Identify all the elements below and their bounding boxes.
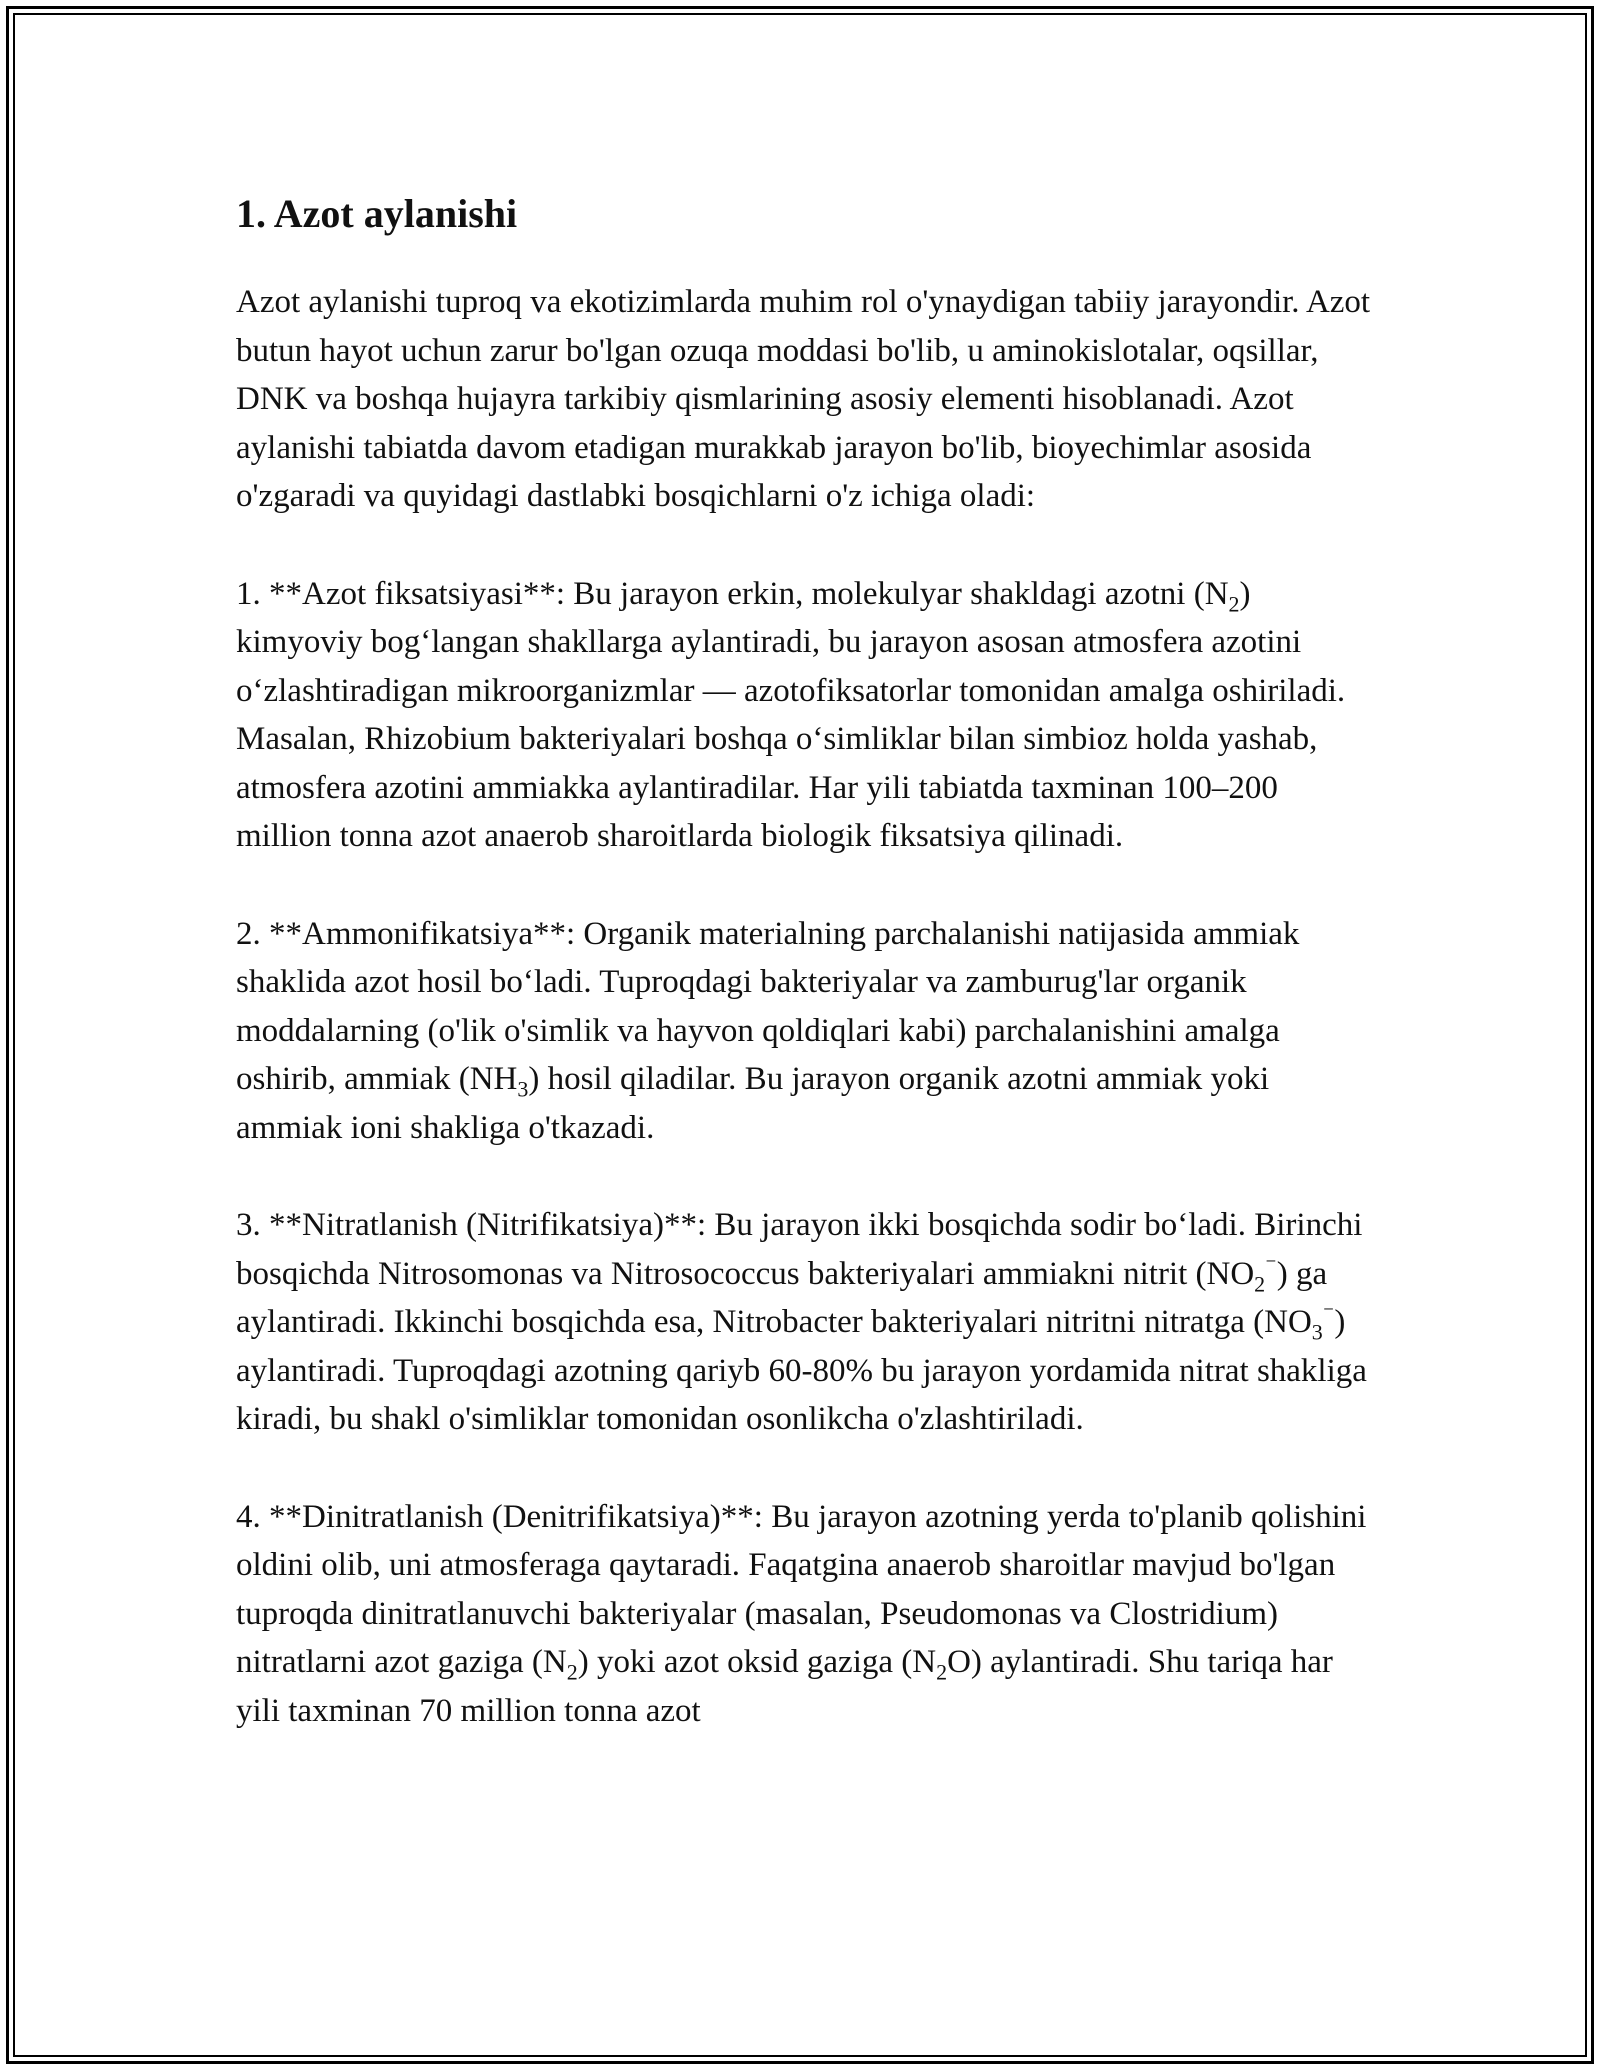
paragraph-text: ) hosil qiladilar. Bu jarayon organik azotni ammiak yoki ammiak ioni shakliga o'tkazadi. bbox=[236, 1061, 1270, 1146]
paragraph-text: 2. **Ammonifikatsiya**: Organik materialning parchalanishi natijasida ammiak shaklida azot hosil bo‘ladi. Tuproqdagi bakteriyalar va zamburug'lar organik moddalarning (o'lik o'simlik va hayvon qoldiqlari kabi) parchalanishini amalga oshirib, ammiak (NH bbox=[236, 915, 1300, 1097]
subscript: 2 bbox=[566, 1659, 578, 1685]
paragraph-nitrification bbox=[236, 1201, 1376, 1444]
intro-paragraph: Azot aylanishi tuproq va ekotizimlarda muhim rol o'ynaydigan tabiiy jarayondir. Azot butun hayot uchun zarur bo'lgan ozuqa moddasi bo'lib, u aminokislotalar, oqsillar, DNK va boshqa hujayra tarkibiy qismlarining asosiy elementi hisoblanadi. Azot aylanishi tabiatda davom etadigan murakkab jarayon bo'lib, bioyechimlar asosida o'zgaradi va quyidagi dastlabki bosqichlarni o'z ichiga oladi: bbox=[236, 284, 1371, 514]
subscript: 3 bbox=[1311, 1319, 1323, 1345]
subscript: 2 bbox=[1254, 1271, 1266, 1297]
superscript: ⁻ bbox=[1265, 1251, 1277, 1277]
paragraph-text: ) ga aylantiradi. Ikkinchi bosqichda esa, Nitrobacter bakteriyalari nitritni nitratga (NO bbox=[236, 1255, 1328, 1340]
subscript: 2 bbox=[936, 1659, 948, 1685]
paragraph-text: ) yoki azot oksid gaziga (N bbox=[577, 1644, 937, 1680]
paragraph-text: 1. **Azot fiksatsiyasi**: Bu jarayon erkin, molekulyar shakldagi azotni (N bbox=[236, 575, 1229, 612]
superscript: ⁻ bbox=[1322, 1300, 1335, 1325]
document-body bbox=[236, 186, 1376, 1735]
paragraph-ammonification bbox=[236, 910, 1376, 1153]
subscript: 3 bbox=[517, 1076, 529, 1102]
section-title: 1. Azot aylanishi bbox=[236, 191, 518, 236]
paragraph-text: 4. **Dinitratlanish (Denitrifikatsiya)**: Bu jarayon azotning yerda to'planib qolishini oldini olib, uni atmosferaga qaytaradi. Faqatgina anaerob sharoitlar mavjud bo'lgan tuproqda dinitratlanuvchi bakteriyalar (masalan, Pseudomonas va Clostridium) nitratlarni azot gaziga (N bbox=[236, 1498, 1367, 1680]
paragraph-text: O) aylantiradi. Shu tariqa har yili taxminan 70 million tonna azot bbox=[236, 1644, 1333, 1729]
subscript: 2 bbox=[1228, 591, 1240, 617]
paragraph-text: 3. **Nitratlanish (Nitrifikatsiya)**: Bu jarayon ikki bosqichda sodir bo‘ladi. Birinchi bosqichda Nitrosomonas va Nitrosococcus bakteriyalari ammiakni nitrit (NO bbox=[236, 1207, 1363, 1292]
paragraph-denitrification bbox=[236, 1493, 1376, 1736]
paragraph-text: ) aylantiradi. Tuproqdagi azotning qariyb 60-80% bu jarayon yordamida nitrat shakliga kiradi, bu shakl o'simliklar tomonidan osonlikcha o'zlashtiriladi. bbox=[236, 1304, 1367, 1437]
paragraph-nitrogen-fixation bbox=[236, 570, 1376, 861]
paragraph-text: ) kimyoviy bog‘langan shakllarga aylantiradi, bu jarayon asosan atmosfera azotini o‘zlashtiradigan mikroorganizmlar — azotofiksatorlar tomonidan amalga oshiriladi. Masalan, Rhizobium bakteriyalari boshqa o‘simliklar bilan simbioz holda yashab, atmosfera azotini ammiakka aylantiradilar. Har yili tabiatda taxminan 100–200 million tonna azot anaerob sharoitlarda biologik fiksatsiya qilinadi. bbox=[236, 575, 1346, 854]
